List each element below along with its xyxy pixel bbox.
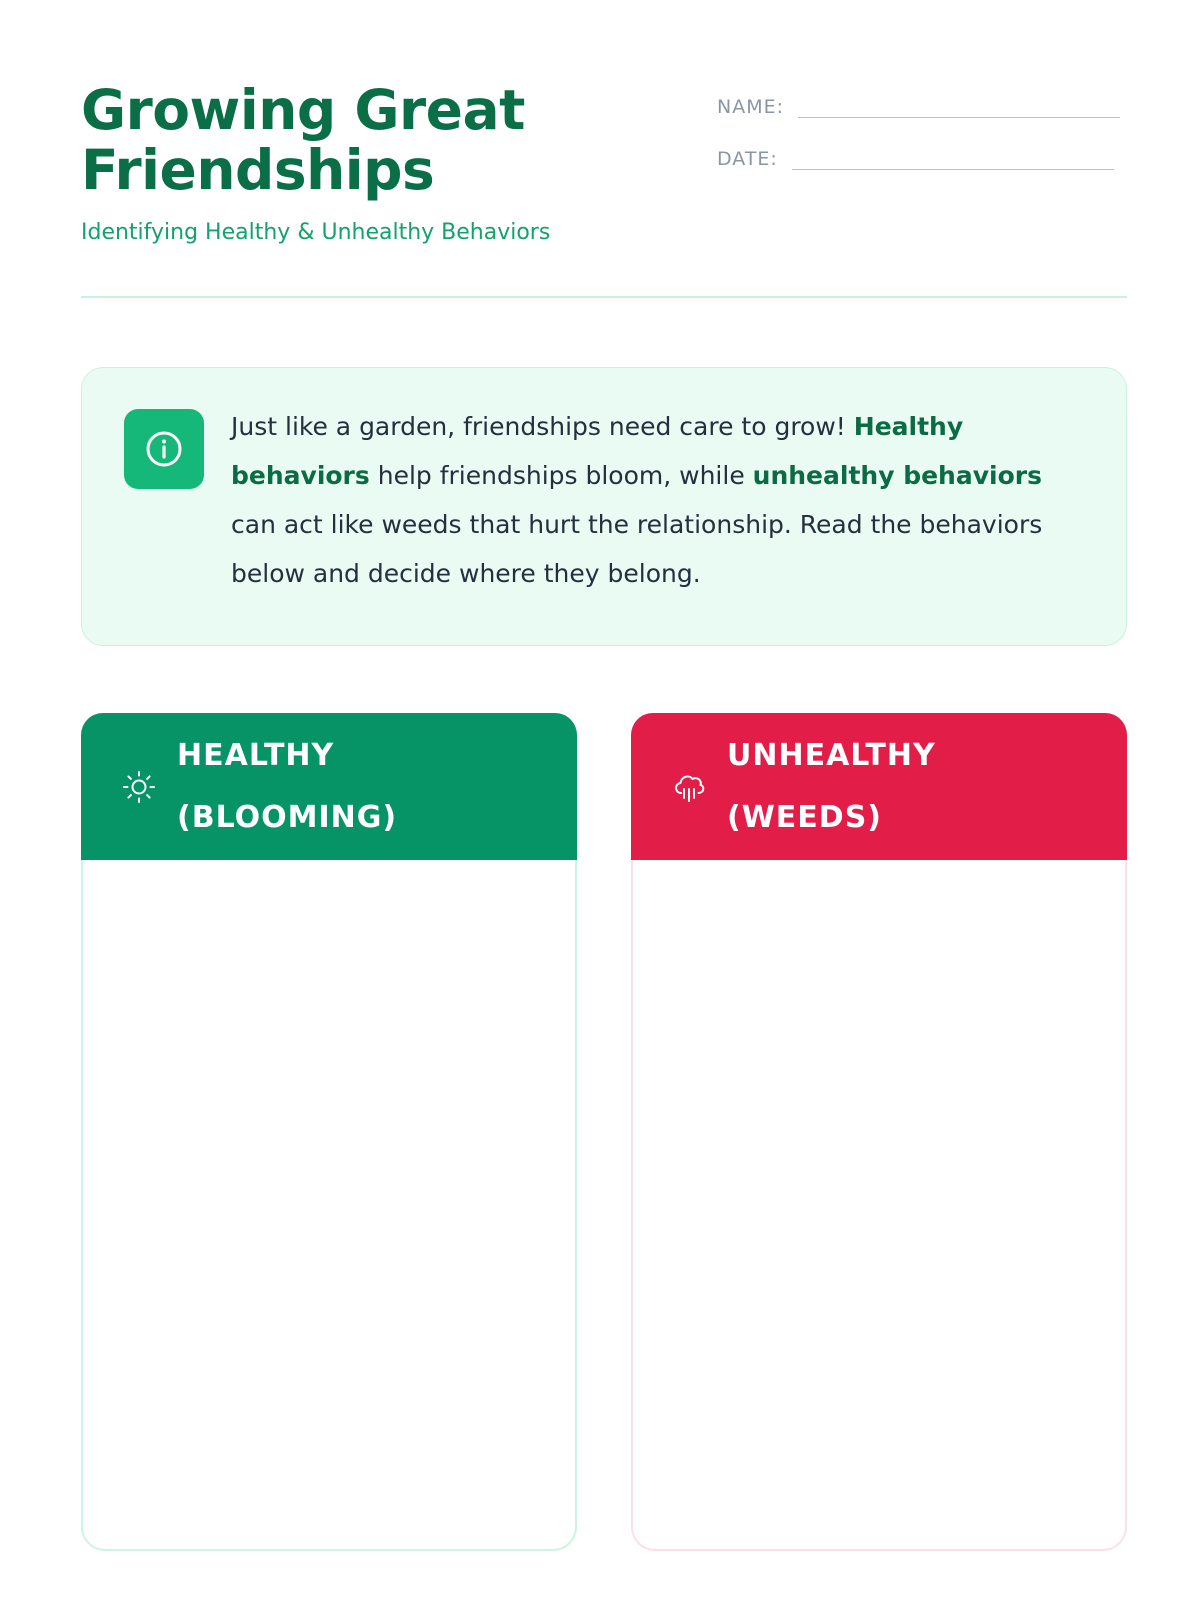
date-field[interactable] — [717, 140, 1114, 170]
intro-text-part: help friendships bloom, while — [369, 461, 753, 490]
healthy-column-title: HEALTHY (BLOOMING) — [177, 737, 398, 835]
unhealthy-drop-area[interactable] — [631, 860, 1127, 1551]
intro-text-part: Just like a garden, friendships need care to grow! — [231, 412, 854, 441]
healthy-drop-area[interactable] — [81, 860, 577, 1551]
healthy-emphasis: Healthy behaviors — [231, 412, 964, 490]
page-title: Growing Great Friendships — [81, 78, 525, 202]
healthy-column-header — [81, 713, 577, 860]
unhealthy-column-title: UNHEALTHY (WEEDS) — [727, 737, 936, 835]
sun-icon — [119, 767, 159, 807]
name-line[interactable] — [798, 88, 1120, 118]
worksheet-header — [81, 80, 1127, 302]
unhealthy-column-header — [631, 713, 1127, 860]
name-label: NAME: — [717, 96, 785, 118]
info-icon — [124, 409, 204, 489]
page-subtitle: Identifying Healthy & Unhealthy Behaviors — [81, 220, 551, 245]
cloud-rain-icon — [669, 767, 709, 807]
intro-text-part: can act like weeds that hurt the relationship. Read the behaviors below and decide where they belong. — [231, 510, 1043, 588]
header-divider — [81, 296, 1127, 298]
intro-text — [231, 402, 1081, 598]
healthy-column — [81, 713, 577, 1551]
unhealthy-emphasis: unhealthy behaviors — [752, 461, 1042, 490]
date-line[interactable] — [792, 140, 1114, 170]
date-label: DATE: — [717, 148, 778, 170]
unhealthy-column — [631, 713, 1127, 1551]
name-field[interactable] — [717, 88, 1120, 118]
intro-callout — [81, 367, 1127, 646]
